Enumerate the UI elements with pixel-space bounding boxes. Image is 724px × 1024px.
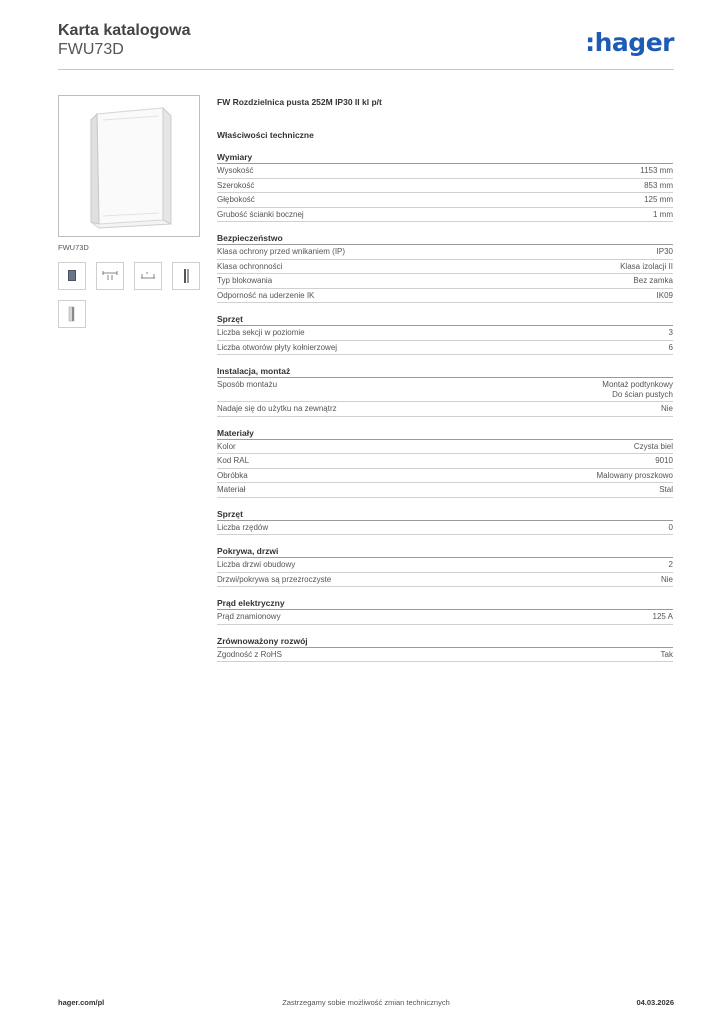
spec-label: Drzwi/pokrywa są przezroczyste [217,574,332,584]
product-code-subtitle: FWU73D [58,41,124,58]
hager-logo: :hager [585,28,674,57]
spec-value-line: Do ścian pustych [612,389,673,399]
spec-section [217,427,673,498]
spec-row [217,610,673,625]
main-image-caption: FWU73D [58,243,89,252]
product-specifications [217,97,673,662]
spec-label: Liczba rzędów [217,522,269,532]
spec-value-line: 0 [668,522,673,532]
spec-value [657,291,673,301]
section-title: Wymiary [217,151,673,164]
spec-row [217,274,673,289]
spec-label: Głębokość [217,195,255,204]
spec-label: Liczba otworów płyty kołnierzowej [217,342,338,352]
spec-label: Liczba drzwi obudowy [217,560,296,569]
spec-row [217,326,673,341]
spec-value [659,485,673,495]
spec-section [217,597,673,625]
spec-section [217,365,673,417]
spec-value-line: 125 A [652,612,673,621]
dimension-drawing-icon [97,263,123,289]
spec-label: Klasa ochronności [217,261,283,271]
spec-row [217,341,673,356]
spec-section [217,151,673,222]
spec-row [217,402,673,417]
spec-section [217,313,673,355]
spec-row [217,164,673,179]
spec-row [217,179,673,194]
spec-label: Szerokość [217,180,255,190]
spec-value [597,471,673,481]
spec-value-line: Klasa izolacji II [620,261,673,271]
spec-row [217,260,673,275]
spec-value-line: 9010 [655,456,673,465]
spec-sections [217,151,673,662]
spec-value-line: 853 mm [644,180,673,190]
footer-date: 04.03.2026 [636,998,674,1007]
spec-label: Typ blokowania [217,276,273,285]
spec-value [653,210,673,220]
section-title: Pokrywa, drzwi [217,545,673,558]
spec-value-line: Tak [660,649,673,659]
spec-value-line: Czysta biel [633,441,673,451]
thumbnail-panel-view[interactable] [58,300,86,328]
spec-value-line: 6 [668,342,673,352]
spec-label: Odporność na uderzenie IK [217,290,315,300]
spec-row [217,208,673,223]
spec-row [217,483,673,498]
spec-value-line: Nie [660,404,673,413]
enclosure-image [59,96,199,236]
spec-label: Klasa ochrony przed wnikaniem (IP) [217,247,346,256]
spec-value [669,343,673,353]
spec-value [653,612,673,622]
page-header [58,22,674,70]
spec-value [661,575,673,585]
spec-row [217,454,673,469]
spec-value-line: Montaż podtynkowy [602,380,673,389]
spec-value [644,181,673,191]
spec-value [661,650,673,660]
thumbnail-front-view[interactable] [58,262,86,290]
spec-value-line: 1 mm [653,209,673,219]
spec-label: Materiał [217,485,246,494]
thumbnail-side-drawing[interactable] [134,262,162,290]
spec-row [217,378,673,402]
spec-value-line: 125 mm [644,195,673,204]
spec-value [655,456,673,466]
spec-value-line: Malowany proszkowo [596,470,673,480]
enclosure-side-icon [173,263,199,289]
section-title: Zrównoważony rozwój [217,635,673,648]
section-title: Bezpieczeństwo [217,232,673,245]
spec-value-line: Bez zamka [633,276,673,285]
spec-section [217,545,673,587]
spec-value-line: 2 [668,560,673,569]
spec-row [217,469,673,484]
spec-value-line: Stal [659,485,673,494]
spec-label: Liczba sekcji w poziomie [217,328,305,337]
spec-value [640,166,673,176]
spec-row [217,558,673,573]
section-title: Sprzęt [217,508,673,521]
main-product-image[interactable] [58,95,200,237]
section-title: Instalacja, montaż [217,365,673,378]
spec-label: Zgodność z RoHS [217,649,282,659]
page-footer [58,998,674,1012]
spec-row [217,648,673,663]
spec-label: Sposób montażu [217,380,278,389]
spec-label: Kolor [217,441,236,451]
spec-value [620,262,673,272]
spec-section [217,508,673,536]
spec-value [634,442,673,452]
spec-value-line: Nie [660,574,673,584]
spec-row [217,573,673,588]
spec-value [602,380,673,399]
spec-value-line: 3 [668,328,673,337]
spec-section [217,635,673,663]
spec-value [661,404,673,414]
spec-row [217,245,673,260]
spec-label: Nadaje się do użytku na zewnątrz [217,404,337,413]
spec-value [633,276,673,286]
spec-value [669,328,673,338]
section-title: Prąd elektryczny [217,597,673,610]
footer-disclaimer: Zastrzegamy sobie możliwość zmian technicznych [282,998,450,1007]
spec-value [669,560,673,570]
section-title: Materiały [217,427,673,440]
footer-website-link[interactable]: hager.com/pl [58,998,105,1007]
panel-icon [59,301,85,327]
spec-value [669,523,673,533]
side-drawing-icon [135,263,161,289]
thumbnail-dimension-drawing[interactable] [96,262,124,290]
spec-row [217,521,673,536]
spec-value-line: 1153 mm [640,166,673,175]
spec-row [217,193,673,208]
spec-label: Kod RAL [217,456,250,465]
spec-row [217,440,673,455]
spec-section [217,232,673,303]
spec-value [657,247,673,257]
spec-label: Wysokość [217,166,254,175]
spec-value-line: IP30 [656,247,673,256]
spec-value-line: IK09 [656,290,673,300]
document-title: Karta katalogowa [58,22,191,39]
spec-label: Grubość ścianki bocznej [217,209,304,219]
spec-row [217,289,673,304]
technical-properties-heading: Właściwości techniczne [217,130,314,140]
spec-value [644,195,673,205]
product-name: FW Rozdzielnica pusta 252M IP30 II kl p/t [217,97,382,107]
section-title: Sprzęt [217,313,673,326]
spec-label: Prąd znamionowy [217,612,281,621]
enclosure-front-icon [59,263,85,289]
thumbnail-side-view[interactable] [172,262,200,290]
spec-label: Obróbka [217,470,248,480]
